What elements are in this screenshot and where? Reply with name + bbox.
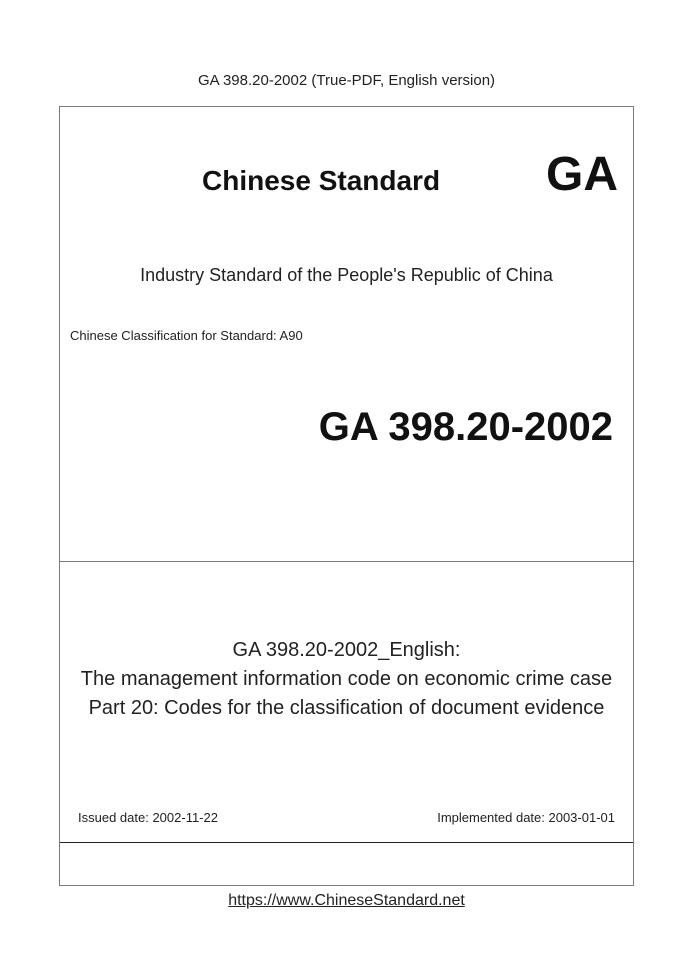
- issued-date: Issued date: 2002-11-22: [78, 810, 218, 825]
- implemented-date: Implemented date: 2003-01-01: [437, 810, 615, 825]
- cover-frame: [59, 106, 634, 886]
- description-line-1: GA 398.20-2002_English:: [232, 639, 461, 661]
- footer-website-link[interactable]: https://www.ChineseStandard.net: [228, 892, 465, 909]
- ga-mark: GA: [546, 148, 618, 201]
- description-line-3: Part 20: Codes for the classification of document evidence: [88, 697, 605, 719]
- standard-number: GA 398.20-2002: [318, 405, 613, 449]
- chinese-standard-title: Chinese Standard: [202, 165, 441, 196]
- classification-line: Chinese Classification for Standard: A90: [70, 328, 303, 343]
- cover-description-section: [60, 562, 633, 843]
- cover-top-section: [60, 107, 633, 562]
- standard-description: [60, 636, 633, 723]
- description-line-2: The management information code on economic crime case: [80, 668, 613, 690]
- document-header-title: GA 398.20-2002 (True-PDF, English version): [197, 72, 496, 89]
- industry-standard-line: Industry Standard of the People's Republic of China: [140, 265, 553, 285]
